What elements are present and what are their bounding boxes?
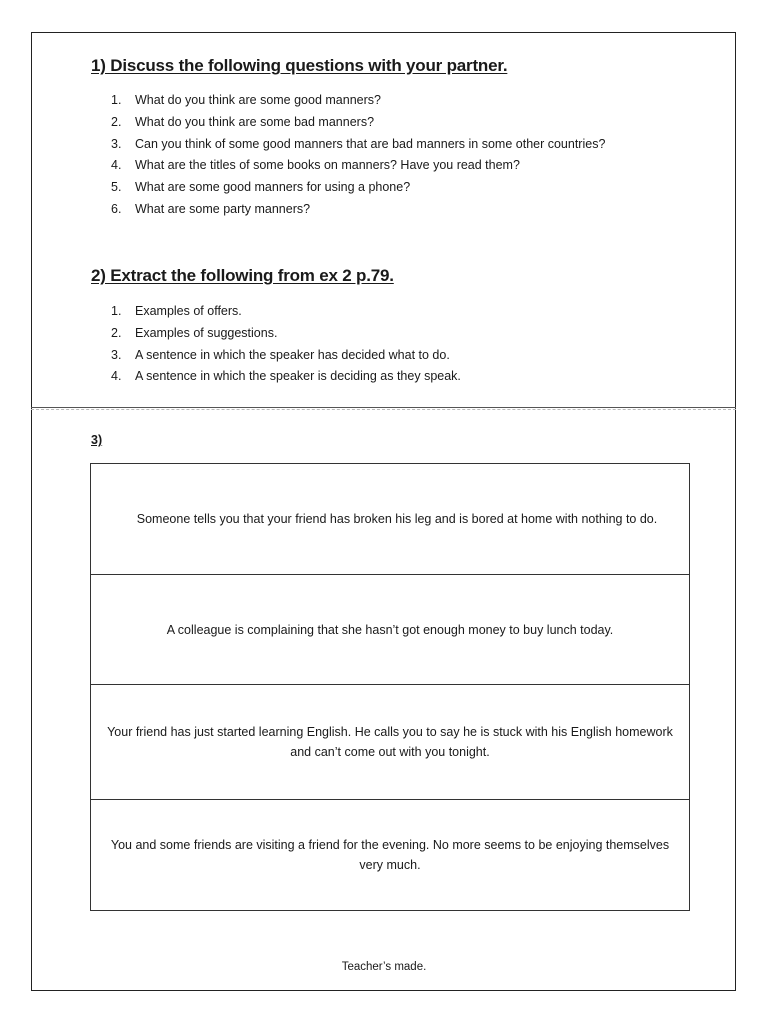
list-item: 1. What do you think are some good manners? [111,93,381,107]
list-item: 3. Can you think of some good manners that are bad manners in some other countries? [111,136,606,151]
section-1-heading: 1) Discuss the following questions with your partner. [91,56,508,75]
list-item: 2. What do you think are some bad manners? [111,114,375,129]
scenario-cell: A colleague is complaining that she hasn’t got enough money to buy lunch today. [91,575,689,685]
list-item: 4. What are the titles of some books on manners? Have you read them? [111,158,520,173]
list-item: 3. A sentence in which the speaker has decided what to do. [111,347,450,362]
scenario-table [90,463,690,911]
discussion-questions-list [91,90,605,221]
extract-tasks-list [91,301,461,388]
section-3-label: 3) [91,433,103,447]
scenario-cell: Someone tells you that your friend has broken his leg and is bored at home with nothing to do. [91,464,689,575]
list-item: 1. Examples of offers. [111,304,242,318]
footer-note: Teacher’s made. [341,961,427,973]
list-item: 5. What are some good manners for using a phone? [111,180,411,195]
list-item: 4. A sentence in which the speaker is deciding as they speak. [111,369,461,384]
list-item: 2. Examples of suggestions. [111,325,278,340]
cut-divider [31,407,736,408]
scenario-cell: Your friend has just started learning English. He calls you to say he is stuck with his English homework and can’t come out with you tonight. [91,685,689,800]
list-item: 6. What are some party manners? [111,201,311,216]
section-2-heading: 2) Extract the following from ex 2 p.79. [91,266,394,285]
scenario-cell: You and some friends are visiting a friend for the evening. No more seems to be enjoying themselves very much. [110,838,670,872]
cut-divider-shadow [31,409,736,410]
